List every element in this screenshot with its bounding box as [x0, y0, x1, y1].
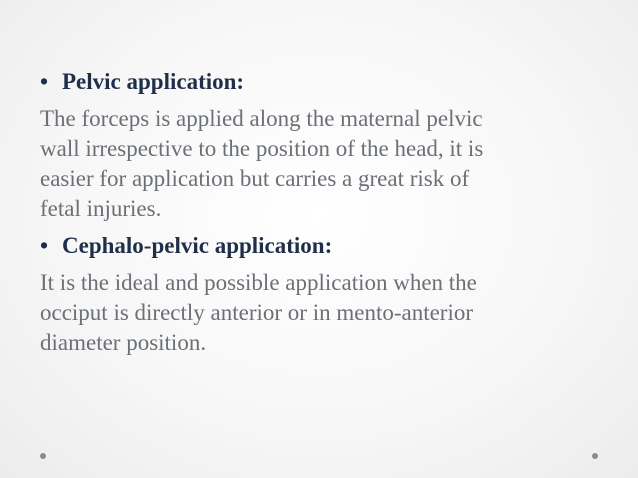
section-body-pelvic: [40, 104, 600, 224]
decorative-dot-left-icon: [40, 453, 46, 459]
body-line: fetal injuries.: [40, 196, 162, 221]
bullet-icon: •: [40, 69, 49, 94]
section-heading-cephalo-pelvic: [40, 230, 600, 262]
body-line: wall irrespective to the position of the head, it is: [40, 136, 484, 161]
body-line: It is the ideal and possible application when the: [40, 270, 477, 295]
body-line: The forceps is applied along the maternal pelvic: [40, 106, 483, 131]
body-line: diameter position.: [40, 330, 207, 355]
section-body-cephalo-pelvic: [40, 268, 600, 358]
bullet-icon: •: [40, 233, 49, 258]
heading-text: Cephalo-pelvic application:: [62, 233, 333, 258]
decorative-dot-right-icon: [592, 453, 598, 459]
section-heading-pelvic: [40, 66, 600, 98]
slide-content: [40, 66, 600, 364]
heading-text: Pelvic application:: [62, 69, 245, 94]
body-line: occiput is directly anterior or in mento-anterior: [40, 300, 474, 325]
body-line: easier for application but carries a great risk of: [40, 166, 470, 191]
